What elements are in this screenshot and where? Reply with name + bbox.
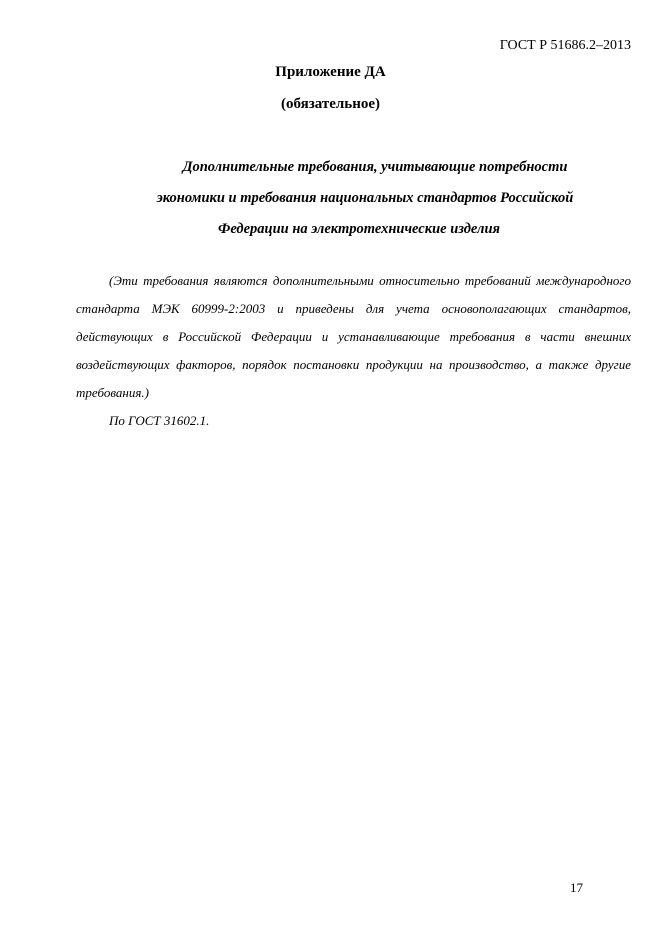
- section-title-line-1: Дополнительные требования, учитывающие потребности: [182, 159, 568, 175]
- section-title-line-3: Федерации на электротехнические изделия: [218, 221, 500, 237]
- document-code: ГОСТ Р 51686.2–2013: [499, 38, 631, 53]
- annex-status: (обязательное): [280, 96, 381, 112]
- body-text: [76, 267, 631, 435]
- page-number: 17: [570, 880, 583, 895]
- standard-reference: По ГОСТ 31602.1.: [109, 413, 210, 428]
- section-title: [80, 152, 630, 245]
- section-title-line-2: экономики и требования национальных стандартов Российской: [156, 190, 574, 206]
- body-paragraph: (Эти требования являются дополнительными относительно требований международного стандарта МЭК 60999-2:2003 и приведены для учета основополагающих стандартов, действующих в Российской Федерации и устанавливающие требования в части внешних воздействующих факторов, порядок постановки продукции на производство, а также другие требования.): [76, 273, 631, 400]
- annex-title: Приложение ДА: [275, 64, 386, 80]
